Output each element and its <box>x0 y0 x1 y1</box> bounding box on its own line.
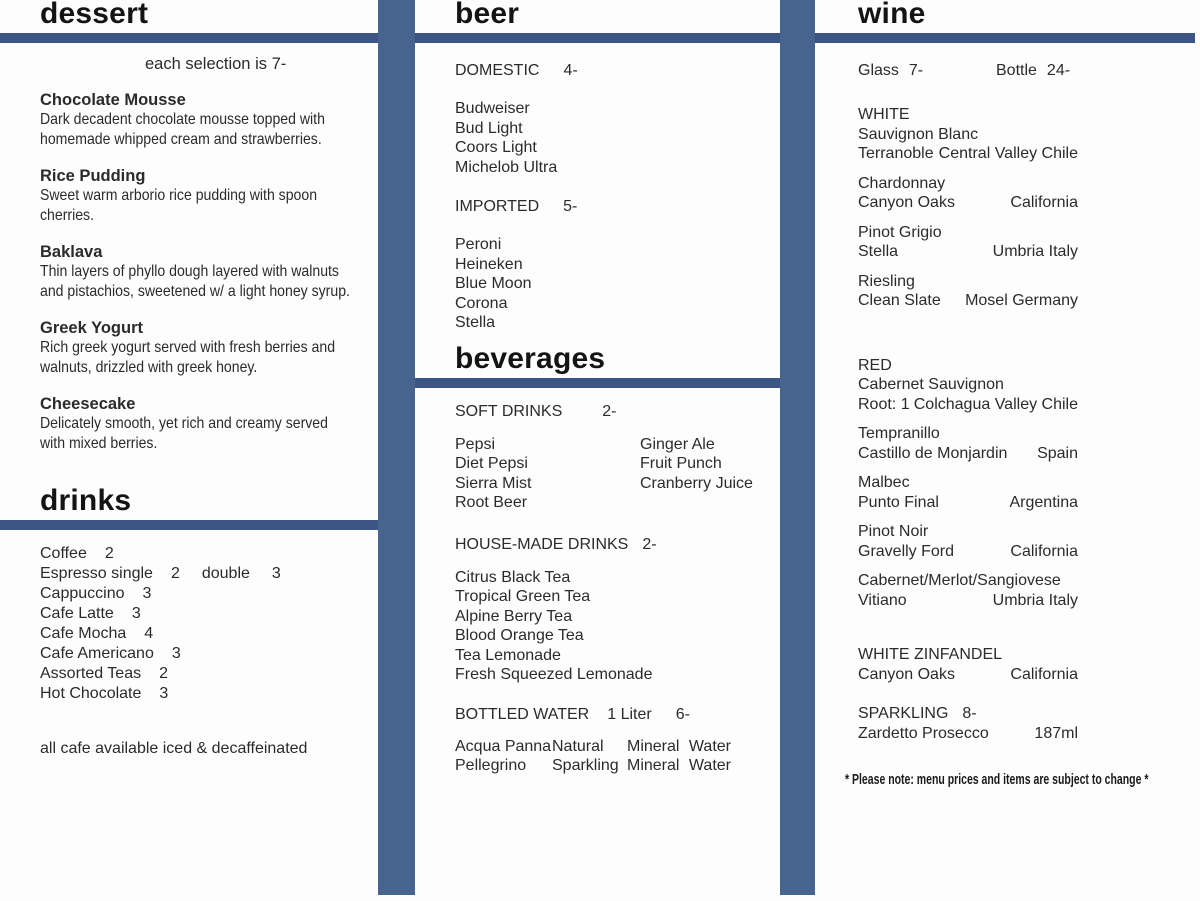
drink-line <box>40 624 378 644</box>
wine-column <box>815 0 1200 788</box>
dessert-item <box>40 318 378 378</box>
beer-domestic-label-row <box>455 61 780 81</box>
drink-line <box>40 584 378 604</box>
wine-region: California <box>1010 542 1078 560</box>
beer-category-label: DOMESTIC <box>455 62 540 79</box>
house-made-label-row <box>455 535 780 555</box>
soft-drink-item: Root Beer <box>455 494 528 511</box>
drink-name: Cafe Mocha <box>40 625 127 642</box>
drink-line <box>40 664 378 684</box>
water-item <box>455 756 780 776</box>
wine-producer-row <box>858 542 1078 562</box>
wine-region: Spain <box>1037 444 1078 462</box>
wine-producer-row <box>858 444 1078 464</box>
wine-entry <box>858 571 1195 610</box>
wine-entry <box>858 125 1195 164</box>
wine-producer: Castillo de Monjardin <box>858 444 1008 462</box>
wine-producer-row <box>858 291 1078 311</box>
bottle-price: 24- <box>1046 62 1071 79</box>
beer-item: Corona <box>455 294 508 312</box>
beer-item: Bud Light <box>455 119 523 137</box>
beverages-section-title: beverages <box>455 341 606 375</box>
wine-region: Umbria Italy <box>992 591 1078 609</box>
wine-varietal: Riesling <box>858 272 915 290</box>
wine-producer-row <box>858 493 1078 513</box>
wine-producer-row <box>858 395 1078 415</box>
dessert-drinks-column <box>0 0 415 758</box>
drink-line <box>40 564 378 584</box>
wine-entry <box>858 272 1195 311</box>
beer-item: Budweiser <box>455 100 530 117</box>
dessert-item-desc: Delicately smooth, yet rich and creamy served <box>40 415 328 432</box>
house-made-item: Alpine Berry Tea <box>455 607 573 625</box>
wine-section-title: wine <box>858 0 926 30</box>
drinks-double-rule <box>0 520 415 530</box>
beer-category-price: 5- <box>563 198 578 215</box>
wine-region: California <box>1010 665 1078 683</box>
dessert-item-desc: homemade whipped cream and strawberries. <box>40 131 322 148</box>
wine-producer: Punto Final <box>858 493 939 511</box>
beer-item: Stella <box>455 314 496 331</box>
wine-region: 187ml <box>1034 724 1078 742</box>
wine-producer: Gravelly Ford <box>858 542 955 560</box>
dessert-double-rule <box>0 33 415 43</box>
wine-producer: Zardetto Prosecco <box>858 724 989 742</box>
drink-price: 2 <box>170 565 180 582</box>
bottle-label: Bottle <box>996 62 1037 79</box>
wine-pricing-row <box>858 61 1195 81</box>
wine-varietal: Tempranillo <box>858 425 940 442</box>
white-zinfandel-group <box>858 645 1195 684</box>
drink-extra-price: 3 <box>271 565 281 582</box>
water-item <box>455 737 780 757</box>
soft-drink-item: Diet Pepsi <box>455 455 528 472</box>
red-wine-group <box>858 356 1195 611</box>
water-desc: Mineral Water <box>627 737 731 755</box>
house-made-item: Tropical Green Tea <box>455 588 591 605</box>
wine-varietal: Chardonnay <box>858 174 946 192</box>
wine-producer: Terranoble <box>858 145 934 162</box>
drink-price: 3 <box>171 645 181 662</box>
bottled-water-label: BOTTLED WATER <box>455 705 590 723</box>
soft-drinks-label-row <box>455 402 780 422</box>
soft-drinks-left-list <box>455 435 640 513</box>
bottled-water-price: 6- <box>675 705 690 723</box>
menu-disclaimer-note: * Please note: menu prices and items are subject to change * <box>845 771 1149 788</box>
wine-region: Colchagua Valley Chile <box>913 395 1078 413</box>
dessert-item-name: Cheesecake <box>40 395 136 413</box>
wine-producer-row <box>858 242 1078 262</box>
divider-bar-right <box>780 0 815 895</box>
house-made-label: HOUSE-MADE DRINKS <box>455 535 629 553</box>
wine-entry <box>858 223 1195 262</box>
wine-region: Argentina <box>1009 493 1078 511</box>
beer-category-label: IMPORTED <box>455 198 540 215</box>
dessert-item-desc: Sweet warm arborio rice pudding with spoon <box>40 187 318 204</box>
drink-name: Coffee <box>40 545 87 562</box>
drinks-list <box>40 544 378 704</box>
drink-extra-label: double <box>201 565 250 582</box>
beer-category-price: 4- <box>563 62 578 79</box>
house-made-item: Fresh Squeezed Lemonade <box>455 666 653 683</box>
wine-group-heading <box>858 704 1195 724</box>
wine-entry <box>858 375 1195 414</box>
wine-region: Central Valley Chile <box>938 145 1078 162</box>
beer-double-rule <box>378 33 815 43</box>
drink-name: Cappuccino <box>40 585 125 602</box>
beer-item: Blue Moon <box>455 275 532 292</box>
water-name: Pellegrino <box>455 757 527 774</box>
wine-entry <box>858 424 1195 463</box>
dessert-item-desc: Thin layers of phyllo dough layered with walnuts <box>40 263 339 280</box>
glass-pricing <box>858 61 996 81</box>
soft-drinks-label: SOFT DRINKS <box>455 402 563 420</box>
wine-entry <box>858 522 1195 561</box>
soft-drinks-price: 2- <box>602 402 617 420</box>
bottled-water-list <box>455 737 780 776</box>
dessert-item-name: Rice Pudding <box>40 167 146 185</box>
house-made-item: Tea Lemonade <box>455 646 561 664</box>
cafe-availability-note: all cafe available iced & decaffeinated <box>40 740 308 757</box>
bottled-water-label-row <box>455 705 780 725</box>
sparkling-price: 8- <box>962 705 977 722</box>
drink-line <box>40 644 378 664</box>
wine-varietal: Pinot Grigio <box>858 223 942 241</box>
dessert-item <box>40 90 378 150</box>
soft-drink-item: Ginger Ale <box>640 435 715 453</box>
wine-producer: Vitiano <box>858 591 907 609</box>
drink-line <box>40 544 378 564</box>
bottled-water-size: 1 Liter <box>607 705 652 723</box>
dessert-item-name: Baklava <box>40 243 103 261</box>
wine-varietal: Pinot Noir <box>858 523 929 540</box>
sparkling-label: SPARKLING <box>858 705 949 722</box>
house-made-list <box>455 568 780 685</box>
beer-item: Heineken <box>455 255 523 273</box>
glass-price: 7- <box>908 62 924 79</box>
wine-region: Umbria Italy <box>992 243 1078 260</box>
white-wine-group <box>858 105 1195 311</box>
dessert-item-desc: and pistachios, sweetened w/ a light honey syrup. <box>40 283 350 300</box>
dessert-item-desc: Dark decadent chocolate mousse topped with <box>40 111 325 128</box>
drinks-section-title: drinks <box>40 484 132 517</box>
drink-name: Cafe Americano <box>40 645 154 662</box>
beer-beverages-column <box>415 0 780 776</box>
dessert-item-desc: with mixed berries. <box>40 435 158 452</box>
dessert-item-desc: walnuts, drizzled with greek honey. <box>40 359 258 376</box>
wine-producer-row <box>858 724 1078 744</box>
drink-price: 3 <box>159 685 169 702</box>
drink-price: 3 <box>142 585 152 602</box>
house-made-item: Blood Orange Tea <box>455 627 584 644</box>
dessert-item <box>40 394 378 454</box>
wine-double-rule <box>780 33 1195 43</box>
drink-price: 2 <box>104 545 114 562</box>
beer-item: Coors Light <box>455 139 537 156</box>
soft-drink-item: Fruit Punch <box>640 455 722 472</box>
wine-entry <box>858 174 1195 213</box>
drink-name: Hot Chocolate <box>40 685 142 702</box>
wine-producer-row <box>858 665 1078 685</box>
soft-drink-item: Cranberry Juice <box>640 474 753 492</box>
drink-price: 2 <box>159 665 168 682</box>
glass-label: Glass <box>858 62 899 79</box>
beer-imported-label-row <box>455 197 780 217</box>
divider-bar-left <box>378 0 415 895</box>
dessert-item-name: Greek Yogurt <box>40 319 144 337</box>
drink-line <box>40 604 378 624</box>
drink-name: Cafe Latte <box>40 605 114 622</box>
dessert-item-desc: cherries. <box>40 207 94 224</box>
drink-line <box>40 684 378 704</box>
domestic-beer-list <box>455 99 780 177</box>
wine-producer-row <box>858 193 1078 213</box>
dessert-item <box>40 166 378 226</box>
wine-varietal: Cabernet/Merlot/Sangiovese <box>858 572 1061 589</box>
soft-drink-item: Sierra Mist <box>455 474 532 492</box>
wine-varietal: Cabernet Sauvignon <box>858 376 1004 393</box>
imported-beer-list <box>455 235 780 333</box>
wine-producer: Root: 1 <box>858 395 910 413</box>
drink-price: 4 <box>144 625 154 642</box>
beer-item: Michelob Ultra <box>455 158 558 176</box>
soft-drinks-lists <box>455 435 780 513</box>
house-made-price: 2- <box>642 535 657 553</box>
wine-producer-row <box>858 591 1078 611</box>
soft-drinks-right-list <box>640 435 753 513</box>
wine-producer: Canyon Oaks <box>858 665 955 683</box>
wine-producer: Stella <box>858 243 899 260</box>
dessert-price-note: each selection is 7- <box>145 55 287 73</box>
sparkling-wine-group <box>858 704 1195 743</box>
wine-producer: Canyon Oaks <box>858 194 955 211</box>
wine-group-heading: RED <box>858 356 892 374</box>
soft-drink-item: Pepsi <box>455 435 496 453</box>
beer-section-title: beer <box>455 0 520 30</box>
dessert-item-desc: Rich greek yogurt served with fresh berries and <box>40 339 336 356</box>
wine-group-heading: WHITE ZINFANDEL <box>858 646 1003 663</box>
beverages-double-rule <box>378 378 815 388</box>
drink-name: Espresso single <box>40 565 153 582</box>
wine-region: California <box>1010 194 1078 211</box>
wine-varietal: Malbec <box>858 474 910 491</box>
water-desc: Mineral Water <box>627 757 731 774</box>
water-type: Natural <box>552 737 604 755</box>
water-type: Sparkling <box>552 757 619 774</box>
drink-name: Assorted Teas <box>40 665 142 682</box>
bottle-pricing <box>996 61 1070 81</box>
dessert-item-name: Chocolate Mousse <box>40 91 186 109</box>
wine-entry <box>858 473 1195 512</box>
beer-item: Peroni <box>455 236 502 253</box>
wine-producer-row <box>858 144 1078 164</box>
dessert-item <box>40 242 378 302</box>
dessert-section-title: dessert <box>40 0 149 30</box>
water-name: Acqua Panna <box>455 737 552 755</box>
wine-region: Mosel Germany <box>965 292 1078 309</box>
wine-producer: Clean Slate <box>858 292 941 309</box>
house-made-item: Citrus Black Tea <box>455 568 571 586</box>
wine-group-heading: WHITE <box>858 106 910 123</box>
drink-price: 3 <box>131 605 141 622</box>
wine-varietal: Sauvignon Blanc <box>858 125 979 143</box>
